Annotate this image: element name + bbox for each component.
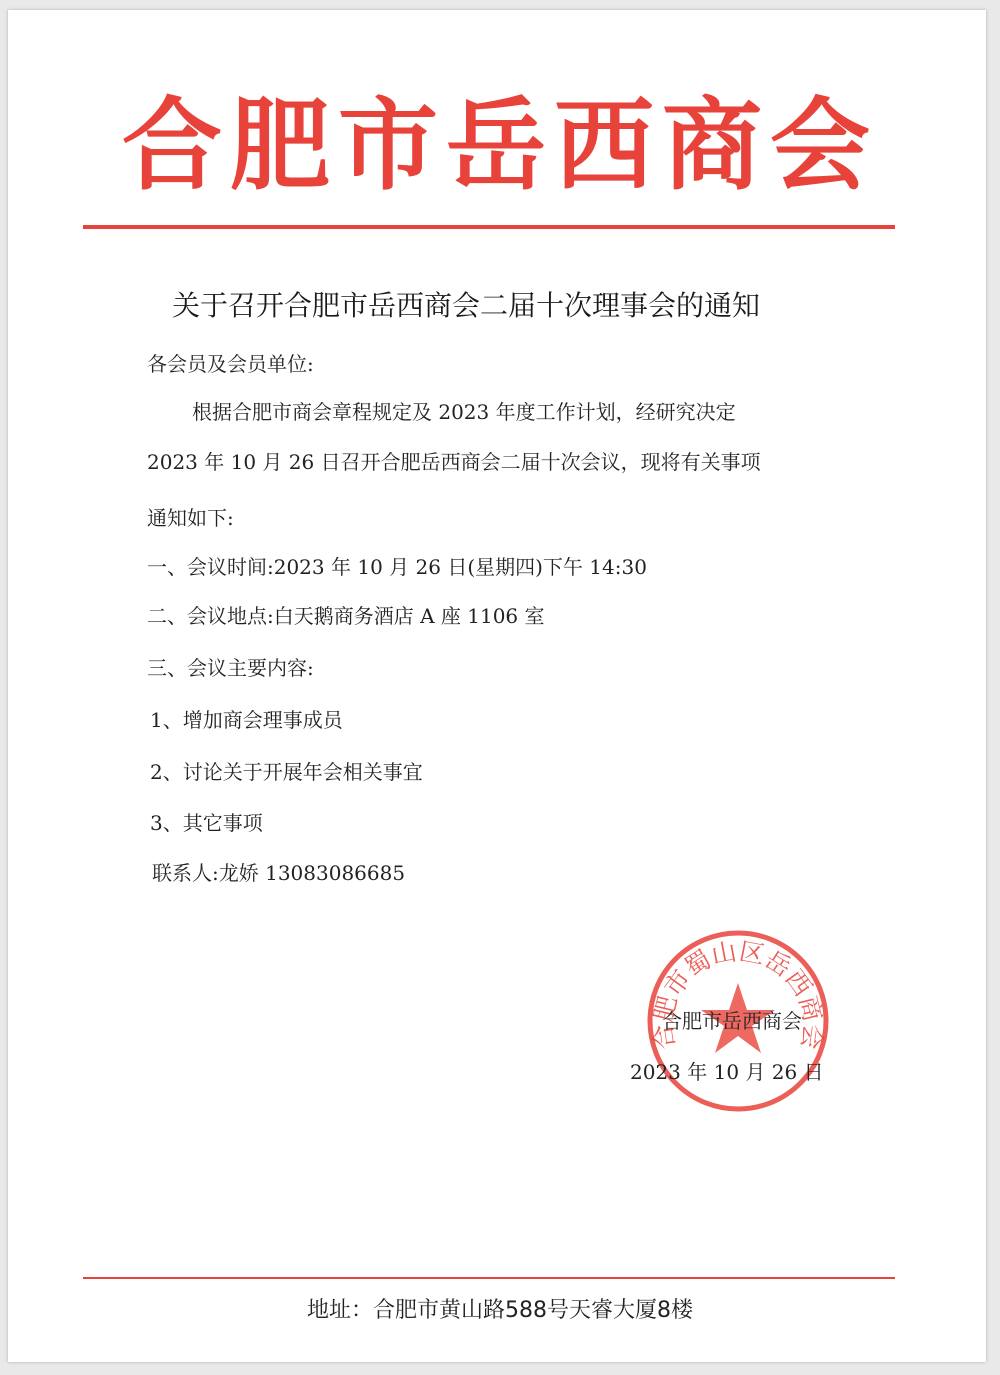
footer-divider: [83, 1277, 895, 1279]
body-line: 通知如下:: [147, 506, 234, 530]
meeting-time: 一、会议时间:2023 年 10 月 26 日(星期四)下午 14:30: [147, 555, 647, 579]
letterhead-divider: [83, 225, 895, 229]
signature-org: 合肥市岳西商会: [662, 1009, 802, 1033]
signature-date: 2023 年 10 月 26 日: [630, 1060, 824, 1084]
letterhead-title: 合肥市岳西商会: [122, 86, 878, 204]
agenda-item: 1、增加商会理事成员: [150, 708, 343, 732]
seal-text: 合肥市蜀山区岳西商会: [648, 936, 828, 1052]
body-line: 2023 年 10 月 26 日召开合肥岳西商会二届十次会议，现将有关事项: [147, 450, 761, 474]
agenda-item: 2、讨论关于开展年会相关事宜: [150, 760, 423, 784]
footer-address: 地址：合肥市黄山路588号天睿大厦8楼: [307, 1298, 693, 1323]
notice-title: 关于召开合肥市岳西商会二届十次理事会的通知: [172, 289, 761, 322]
meeting-content-heading: 三、会议主要内容:: [147, 656, 314, 680]
contact-person: 联系人:龙娇 13083086685: [152, 861, 406, 885]
meeting-location: 二、会议地点:白天鹅商务酒店 A 座 1106 室: [147, 604, 545, 628]
body-line: 根据合肥市商会章程规定及 2023 年度工作计划，经研究决定: [192, 400, 736, 424]
salutation: 各会员及会员单位:: [147, 352, 314, 376]
agenda-item: 3、其它事项: [150, 811, 263, 835]
document-page: [8, 10, 986, 1362]
